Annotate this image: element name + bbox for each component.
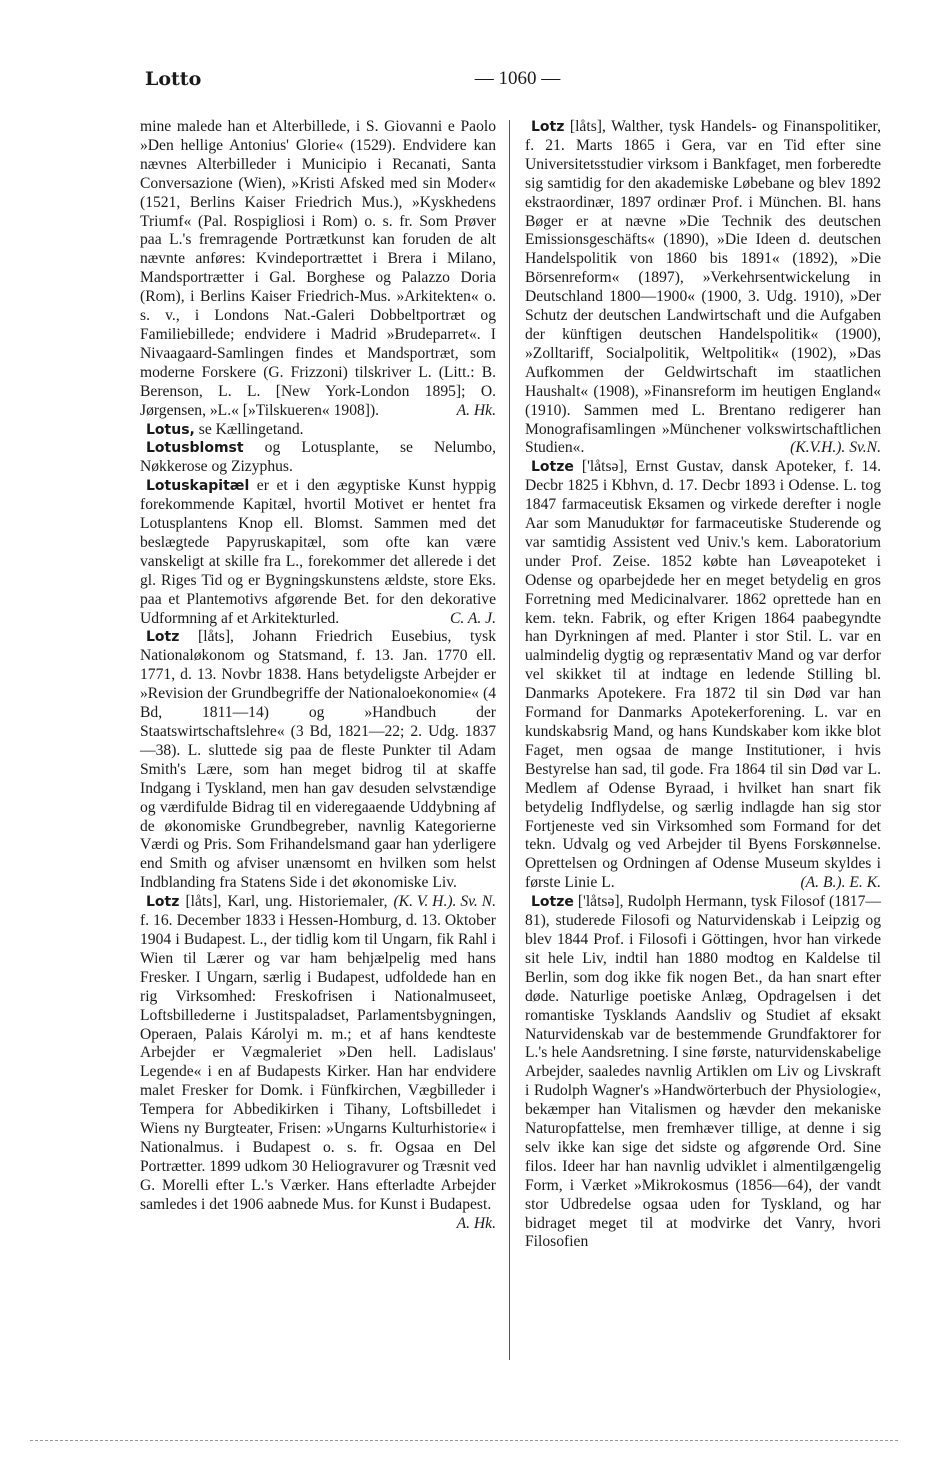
entry-lotz-karl <box>140 893 496 1232</box>
entry-headword: Lotus, <box>146 421 195 438</box>
column-divider <box>509 120 510 1360</box>
entry-lotus <box>140 421 496 440</box>
author-signature: (K.V.H.). Sv.N. <box>790 439 881 457</box>
author-signature: C. A. J. <box>449 609 496 627</box>
entry-text: mine malede han et Alterbillede, i S. Giovanni e Paolo »Den hellige Antonius' Glorie« (1529). Endvidere kan nævnes Alterbilleder i Municipio i Recanati, Santa Conversazione (Wien), »Kristi Afsked med sin Moder« (1521, Berlins Kaiser Friedrich Mus.), »Kyskhedens Triumf« (Pal. Rospigliosi i Rom) o. s. fr. Som Prøver paa L.'s fremragende Portrætkunst kan foruden de alt nævnte anføres: Kvindeportrættet i Brera i Milano, Mandsportrætter i Gal. Borghese og Palazzo Doria (Rom), i Berlins Kaiser Friedrich-Mus. »Arkitekten« o. s. v., i Londons Nat.-Galeri Dobbeltportræt og Familiebillede; endvidere i Madrid »Brudeparret«. I Nivaagaard-Samlingen findes et Mandsportræt, som moderne Forskere (G. Frizzoni) tilskriver L. (Litt.: B. Berenson, L. L. [New York-London 1895]; O. Jørgensen, »L.« [»Tilskueren« 1908]). <box>140 118 496 419</box>
entry-headword: Lotz <box>146 894 180 911</box>
page-header <box>145 68 890 98</box>
entry-headword: Lotz <box>531 119 565 135</box>
entry-text: [låts], Johann Friedrich Eusebius, tysk Nationaløkonom og Statsmand, f. 13. Jan. 1770 ell. 1771, d. 13. Novbr 1838. Hans betydeligste Arbejder er »Revision der Grundbegriffe der Nationaloekonomie« (4 Bd, 1811—14) og »Handbuch der Staatswirtschaftslehre« (3 Bd, 1821—22; 2. Udg. 1837—38). L. sluttede sig paa de fleste Punkter til Adam Smith's Lære, som han meget bidrog til at skaffe Indgang i Tyskland, men han gav desuden selvstændige og værdifulde Bidrag til en videregaaende Uddybning af de økonomiske Grundbegreber, navnlig Kategorierne Værdi og Pris. Som Frihandelsmand gaar han yderligere end Smith og afviser unænsomt en hvilken som helst Indblanding fra Statens Side i det økonomiske Liv. <box>140 628 496 892</box>
left-column <box>140 118 496 1233</box>
author-signature: (A. B.). E. K. <box>800 874 881 892</box>
author-signature: A. Hk. <box>456 1214 496 1232</box>
page-number: — 1060 — <box>474 68 561 89</box>
entry-headword: Lotze <box>531 894 574 911</box>
page-bottom-edge <box>30 1440 898 1442</box>
entry-lotze-ernst <box>525 458 881 893</box>
entry-headword: Lotusblomst <box>146 440 244 457</box>
entry-text: [låts], Walther, tysk Handels- og Finanspolitiker, f. 21. Marts 1865 i Gera, var en Tid efter sine Universitetsstudier virksom i Bankfaget, men forberedte sig samtidig for den akademiske Løbebane og blev 1892 ekstraordinær, 1897 ordinær Prof. i München. Bl. hans Bøger er at nævne »Die Technik des deutschen Emissionsgeschäfts« (1890), »Die Ideen d. deutschen Handelspolitik von 1860 bis 1891« (1892), »Die Börsenreform« (1897), »Verkehrsentwickelung in Deutschland 1800—1900« (1900, 3. Udg. 1910), »Der Schutz der deutschen Landwirtschaft und die Aufgaben der künftigen deutschen Handelspolitik« (1900), »Zolltariff, Socialpolitik, Weltpolitik« (1902), »Das Aufkommen der Geldwirtschaft im staatlichen Haushalt« (1908), »Finansreform im heutigen England« (1910). Sammen med L. Brentano redigerer han Monografisamlingen »Münchener volkswirtschaftlichen Studien«. <box>525 118 881 457</box>
author-signature: A. Hk. <box>456 401 496 419</box>
entry-lotz-walther <box>525 118 881 458</box>
entry-text: ['låtsə], Rudolph Hermann, tysk Filosof (1817—81), studerede Filosofi og Naturvidenskab i Leipzig og blev 1844 Prof. i Filosofi i Göttingen, hvor han virkede sit hele Liv, indtil han 1880 modtog en Kaldelse til Berlin, som dog ikke fik nogen Bet., da han snart efter døde. Naturlige poetiske Anlæg, Opdragelsen i det romantiske Tysklands Aandsliv og Studiet af eksakt Naturvidenskab var de bestemmende Grundfaktorer for L.'s hele Aandsretning. I sine første, naturvidenskabelige Arbejder, saaledes navnlig Artiklen om Liv og Livskraft i Rudolph Wagner's »Handwörterbuch der Physiologie«, bekæmper han Vitalismen og hævder den mekaniske Naturopfattelse, men fremhæver tillige, at denne i sig selv ikke kan sige det sidste og afgørende Ord. Sine filos. Ideer har han navnlig udviklet i almentilgængelig Form, i Værket »Mikrokosmus (1856—64), der vandt stor Udbredelse ogsaa uden for Tyskland, og har bidraget meget til at modvirke det Vanry, hvori Filosofien <box>525 893 881 1251</box>
entry-text: se Kællingetand. <box>194 420 304 438</box>
entry-text: ['låtsə], Ernst Gustav, dansk Apoteker, f. 14. Decbr 1825 i Kbhvn, d. 17. Decbr 1893 i Odense. L. tog 1847 farmaceutisk Eksamen og virkede derefter i nogle Aar som Manuduktør for farmaceutiske Studerende og var samtidig Assistent ved Univ.'s kem. Laboratorium under Prof. Zeise. 1852 købte han Løveapoteket i Odense og oparbejdede her en meget betydelig en gros Forretning med Medicinalvarer. 1862 oprettede han en kem. tekn. Fabrik, og efter Krigen 1864 paabegyndte han Dyrkningen af med. Planter i stor Stil. L. var en ualmindelig dygtig og repræsentativ Mand og var derfor vel skikket til at indtage en ledende Stilling bl. Danmarks Apotekere. Fra 1872 til sin Død var han Formand for Danmarks Apotekerforening. L. var en kundskabsrig Mand, og hans Kundskaber kom ikke blot Faget, men ogsaa de mange Institutioner, i hvis Bestyrelse han sad, til gode. Fra 1864 til sin Død var L. Medlem af Odense Byraad, i hvilket han snart fik betydelig Indflydelse, og særlig indlagde han sig stor Fortjeneste ved sin Virksomhed som Formand for det tekn. Udvalg og ved Arbejder til Byens Forskønnelse. Oprettelsen og Ordningen af Odense Museum skyldes i første Linie L. <box>525 458 881 892</box>
entry-lotuskapitael <box>140 477 496 628</box>
entry-headword: Lotuskapitæl <box>146 478 250 495</box>
running-headword: Lotto <box>145 68 202 90</box>
entry-text: og Lotusplante, se Nelumbo, Nøkkerose og Zizyphus. <box>140 439 496 476</box>
right-column <box>525 118 881 1252</box>
entry-text: [låts], Karl, ung. Historiemaler, f. 16. December 1833 i Hessen-Homburg, d. 13. Oktober 1904 i Budapest. L., der tidlig kom til Ungarn, fik Rahl i Wien til Lærer og var ham behjælpelig med hans Fresker. I Ungarn, særlig i Budapest, udfoldede han en rig Virksomhed: Freskofrisen i Nationalmuseet, Loftsbillederne i Justitspaladset, Parlamentsbygningen, Operaen, Palais Károlyi m. m.; et af hans kendteste Arbejder er Vægmaleriet »Den hell. Ladislaus' Legende« i en af Budapests Kirker. Han har endvidere malet Fresker for Domk. i Fünfkirchen, Vægbilleder i Tempera for Abbedikirken i Tihany, Loftsbilledet i Wiens ny Burgteater, Frisen: »Ungarns Kulturhistorie« i Nationalmus. i Budapest o. s. fr. Ogsaa en Del Portrætter. 1899 udkom 30 Heliogravurer og Træsnit ved G. Morelli efter L.'s Værker. Hans efterladte Arbejder samledes i det 1906 aabnede Mus. for Kunst i Budapest. <box>140 893 496 1213</box>
entry-lotto-continuation <box>140 118 496 421</box>
entry-lotze-rudolph <box>525 893 881 1252</box>
entry-headword: Lotze <box>531 459 574 476</box>
author-signature: (K. V. H.). Sv. N. <box>393 893 496 911</box>
entry-lotusblomst <box>140 439 496 477</box>
entry-lotz-johann <box>140 628 496 911</box>
entry-headword: Lotz <box>146 629 180 646</box>
entry-text: er et i den ægyptiske Kunst hyppig forekommende Kapitæl, hvortil Motivet er hentet fra Lotusplantens Knop ell. Blomst. Sammen med det beslægtede Papyruskapitæl, som ofte kan være vanskeligt at skille fra L., forekommer det allerede i det gl. Riges Tid og er Bygningskunstens ældste, store Eks. paa et Plantemotivs afgørende Bet. for den dekorative Udformning af et Arkitekturled. <box>140 477 496 627</box>
